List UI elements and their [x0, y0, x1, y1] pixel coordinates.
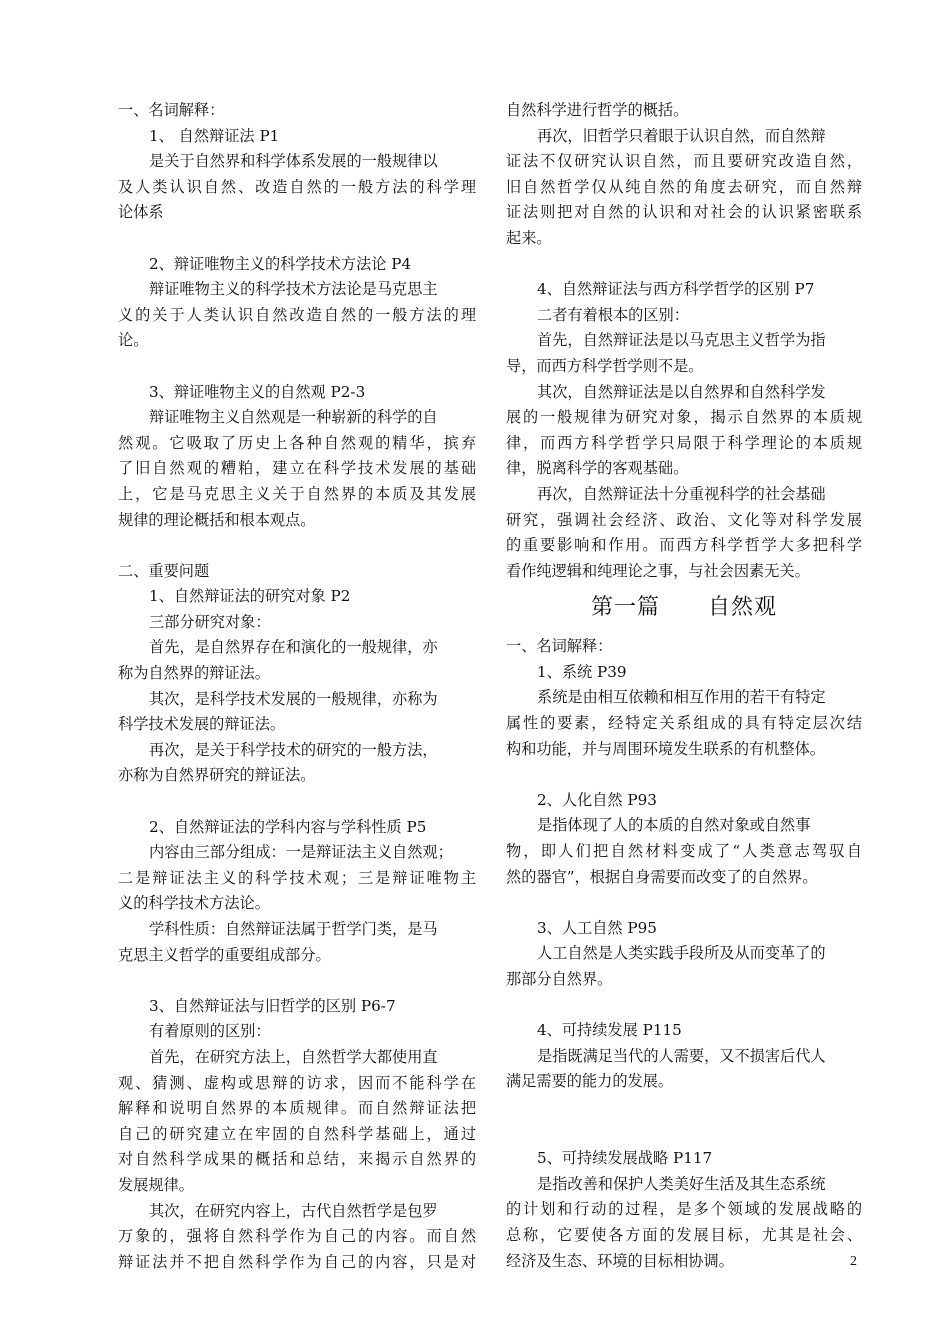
text-line: 首先，在研究方法上，自然哲学大都使用直: [149, 1047, 438, 1066]
text-line: 克思主义哲学的重要组成部分。: [118, 945, 331, 964]
text-line: 内容由三部分组成：一是辩证法主义自然观；: [149, 843, 453, 862]
text-line: 论。: [118, 331, 149, 350]
text-line: 满足需要的能力的发展。: [506, 1072, 674, 1091]
text-line: 称为自然界的辩证法。: [118, 664, 270, 683]
text-line: 3、人工自然 P95: [537, 918, 657, 937]
text-line: 二者有着根本的区别：: [537, 305, 689, 324]
text-line: 属性的要素，经特定关系组成的具有特定层次结: [506, 714, 862, 733]
paragraph-gap: [506, 993, 862, 1019]
text-line: 是指既满足当代的人需要，又不损害后代人: [537, 1046, 826, 1065]
text-line: 的重要影响和作用。而西方科学哲学大多把科学: [506, 536, 862, 555]
text-line: 4、可持续发展 P115: [537, 1021, 682, 1040]
text-line: 有着原则的区别：: [149, 1022, 271, 1041]
right-column-bottom: [506, 634, 862, 1274]
paragraph-gap: [506, 1095, 862, 1146]
text-line: 1、 自然辩证法 P1: [149, 126, 280, 145]
text-line: 论体系: [118, 203, 164, 222]
text-line: 万象的，强将自然科学作为自己的内容。而自然: [118, 1227, 476, 1246]
left-column: [118, 98, 476, 1275]
text-line: 辩证唯物主义自然观是一种崭新的科学的自: [149, 408, 438, 427]
text-line: 再次，旧哲学只着眼于认识自然，而自然辩: [537, 126, 826, 145]
text-line: 亦称为自然界研究的辩证法。: [118, 766, 316, 785]
text-line: 5、可持续发展战略 P117: [537, 1149, 713, 1168]
paragraph-gap: [118, 789, 476, 815]
text-line: 二、重要问题: [118, 561, 210, 580]
text-line: 的计划和行动的过程，是多个领域的发展战略的: [506, 1200, 862, 1219]
text-line: 研究，强调社会经济、政治、文化等对科学发展: [506, 510, 862, 529]
text-line: 观、猜测、虚构或思辩的访求，因而不能科学在: [118, 1073, 476, 1092]
text-line: 3、自然辩证法与旧哲学的区别 P6-7: [149, 996, 396, 1015]
text-line: 展的一般规律为研究对象，揭示自然界的本质规: [506, 408, 862, 427]
text-line: 辩证唯物主义的科学技术方法论是马克思主: [149, 280, 438, 299]
text-line: 义的关于人类认识自然改造自然的一般方法的理: [118, 305, 476, 324]
text-line: 2、自然辩证法的学科内容与学科性质 P5: [149, 817, 427, 836]
text-line: 证法则把对自然的认识和对社会的认识紧密联系: [506, 203, 862, 222]
text-line: 及人类认识自然、改造自然的一般方法的科学理: [118, 177, 476, 196]
text-line: 旧自然哲学仅从纯自然的角度去研究，而自然辩: [506, 177, 862, 196]
text-line: 解释和说明自然界的本质规律。而自然辩证法把: [118, 1099, 476, 1118]
text-line: 再次，是关于科学技术的研究的一般方法，: [149, 740, 438, 759]
text-line: 学科性质：自然辩证法属于哲学门类，是马: [149, 920, 438, 938]
text-line: 其次，自然辩证法是以自然界和自然科学发: [537, 382, 826, 401]
text-line: 总称，它要使各方面的发展目标，尤其是社会、: [506, 1225, 862, 1244]
text-line: 导，而西方科学哲学则不是。: [506, 356, 704, 375]
paragraph-gap: [118, 533, 476, 559]
text-line: 再次，自然辩证法十分重视科学的社会基础: [537, 484, 826, 503]
text-line: 一、名词解释：: [506, 637, 613, 656]
paragraph-gap: [506, 762, 862, 788]
text-line: 其次，在研究内容上，古代自然哲学是包罗: [149, 1201, 438, 1220]
text-line: 规律的理论概括和根本观点。: [118, 510, 316, 529]
text-line: 义的科学技术方法论。: [118, 894, 270, 913]
text-line: 然的器官”，根据自身需要而改变了的自然界。: [506, 867, 818, 886]
text-line: 首先，是自然界存在和演化的一般规律，亦: [149, 638, 438, 657]
text-line: 1、自然辩证法的研究对象 P2: [149, 587, 351, 606]
paragraph-gap: [118, 968, 476, 994]
text-line: 起来。: [506, 228, 552, 247]
text-line: 科学技术发展的辩证法。: [118, 715, 286, 734]
text-line: 证法不仅研究认识自然，而且要研究改造自然，: [506, 152, 862, 171]
text-line: 2、人化自然 P93: [537, 790, 657, 809]
text-line: 经济及生态、环境的目标相协调。: [506, 1251, 734, 1270]
text-line: 2、辩证唯物主义的科学技术方法论 P4: [149, 254, 412, 273]
paragraph-gap: [506, 252, 862, 278]
text-line: 那部分自然界。: [506, 970, 613, 988]
text-line: 律，脱离科学的客观基础。: [506, 459, 689, 478]
text-line: 1、系统 P39: [537, 662, 627, 681]
text-line: 自己的研究建立在牢固的自然科学基础上，通过: [118, 1124, 476, 1143]
text-line: 了旧自然观的糟粕，建立在科学技术发展的基础: [118, 459, 476, 478]
text-line: 构和功能，并与周围环境发生联系的有机整体。: [506, 739, 825, 758]
text-line: 辩证法并不把自然科学作为自己的内容，只是对: [118, 1252, 476, 1271]
text-line: 发展规律。: [118, 1175, 194, 1194]
paragraph-gap: [506, 890, 862, 916]
text-line: 物，即人们把自然材料变成了“人类意志驾驭自: [506, 842, 862, 861]
text-line: 是关于自然界和科学体系发展的一般规律以: [149, 152, 438, 171]
text-line: 上，它是马克思主义关于自然界的本质及其发展: [118, 484, 476, 503]
text-line: 三部分研究对象：: [149, 612, 271, 631]
paragraph-gap: [118, 226, 476, 252]
page-number: 2: [850, 1254, 857, 1269]
text-line: 其次，是科学技术发展的一般规律，亦称为: [149, 689, 438, 708]
part-title: 第一篇 自然观: [591, 595, 777, 621]
text-line: 看作纯逻辑和纯理论之事，与社会因素无关。: [506, 561, 810, 580]
text-line: 系统是由相互依赖和相互作用的若干有特定: [537, 688, 826, 707]
text-line: 是指体现了人的本质的自然对象或自然事: [537, 816, 811, 835]
text-line: 然观。它吸取了历史上各种自然观的精华，摈弃: [118, 433, 476, 452]
right-column: [506, 98, 862, 1274]
text-line: 是指改善和保护人类美好生活及其生态系统: [537, 1174, 826, 1193]
text-line: 自然科学进行哲学的概括。: [506, 101, 689, 119]
text-line: 人工自然是人类实践手段所及从而变革了的: [537, 944, 826, 963]
text-line: 首先，自然辩证法是以马克思主义哲学为指: [537, 331, 826, 350]
text-line: 二是辩证法主义的科学技术观；三是辩证唯物主: [118, 868, 476, 887]
text-line: 4、自然辩证法与西方科学哲学的区别 P7: [537, 280, 815, 299]
right-column-top: [506, 98, 862, 584]
paragraph-gap: [118, 354, 476, 380]
text-line: 对自然科学成果的概括和总结，来揭示自然界的: [118, 1150, 476, 1169]
text-line: 3、辩证唯物主义的自然观 P2-3: [149, 382, 366, 401]
text-line: 一、名词解释：: [118, 101, 225, 119]
text-line: 律，而西方科学哲学只局限于科学理论的本质规: [506, 433, 862, 452]
